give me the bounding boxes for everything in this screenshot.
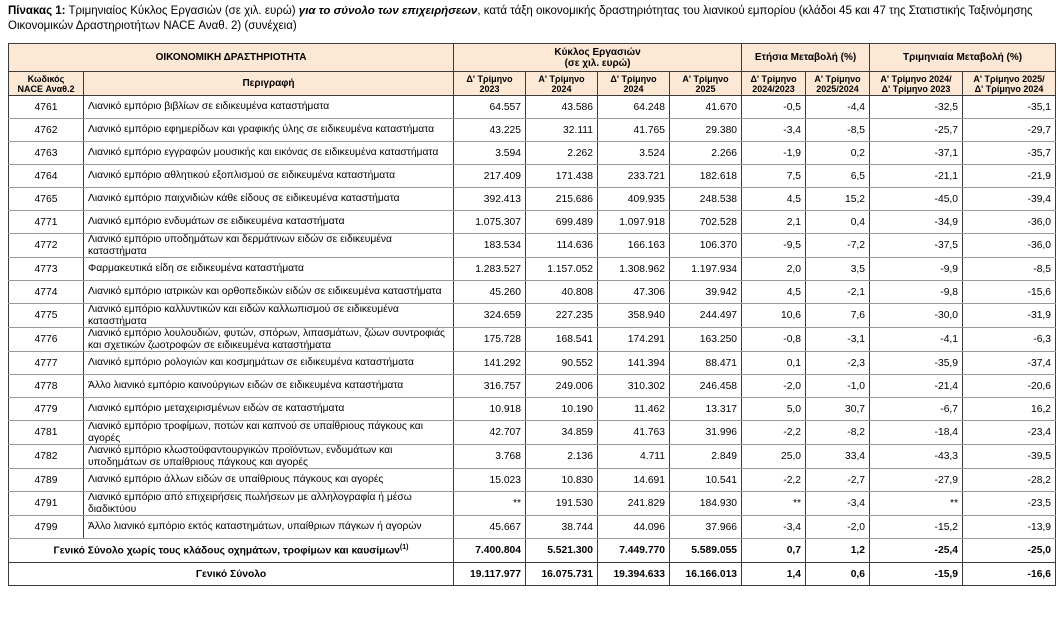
- value-cell: -2,7: [806, 469, 870, 492]
- value-cell: 409.935: [598, 188, 670, 211]
- value-cell: 34.859: [526, 421, 598, 445]
- value-cell: 182.618: [670, 165, 742, 188]
- value-cell: 174.291: [598, 328, 670, 352]
- value-cell: 41.763: [598, 421, 670, 445]
- footnote-marker: (1): [399, 544, 409, 552]
- description-cell: Άλλο λιανικό εμπόριο εκτός καταστημάτων, υπαίθριων πάγκων ή αγορών: [84, 516, 454, 539]
- description-cell: Λιανικό εμπόριο άλλων ειδών σε υπαίθριους πάγκους και αγορές: [84, 469, 454, 492]
- value-cell: -1,9: [742, 142, 806, 165]
- value-cell: -3,1: [806, 328, 870, 352]
- col-q1-2024-header: [526, 72, 598, 96]
- value-cell: 43.225: [454, 119, 526, 142]
- value-cell: 4,5: [742, 281, 806, 304]
- value-cell: 11.462: [598, 398, 670, 421]
- nace-code-cell: 4789: [9, 469, 84, 492]
- subtotal-row: [9, 539, 1056, 563]
- value-cell: 10.190: [526, 398, 598, 421]
- value-cell: 45.260: [454, 281, 526, 304]
- table-row: [9, 281, 1056, 304]
- col-header-line2: Δ' Τρίμηνο 2024: [974, 83, 1044, 94]
- description-cell: Λιανικό εμπόριο από επιχειρήσεις πωλήσεων με αλληλογραφία ή μέσω διαδικτύου: [84, 492, 454, 516]
- value-cell: 233.721: [598, 165, 670, 188]
- value-cell: 10.541: [670, 469, 742, 492]
- value-cell: 25,0: [742, 445, 806, 469]
- table-row: [9, 445, 1056, 469]
- col-annual-q4-header: [742, 72, 806, 96]
- value-cell: 37.966: [670, 516, 742, 539]
- group-annual-header: Ετήσια Μεταβολή (%): [742, 44, 870, 72]
- nace-code-cell: 4763: [9, 142, 84, 165]
- value-cell: 175.728: [454, 328, 526, 352]
- col-header-line2: Δ' Τρίμηνο 2023: [881, 83, 951, 94]
- group-quarterly-header: Τριμηνιαία Μεταβολή (%): [870, 44, 1056, 72]
- value-cell: 215.686: [526, 188, 598, 211]
- total-value: -15,9: [870, 563, 963, 586]
- value-cell: 7,6: [806, 304, 870, 328]
- table-row: [9, 516, 1056, 539]
- value-cell: 191.530: [526, 492, 598, 516]
- value-cell: 41.670: [670, 96, 742, 119]
- value-cell: 1.157.052: [526, 258, 598, 281]
- value-cell: 166.163: [598, 234, 670, 258]
- value-cell: 42.707: [454, 421, 526, 445]
- value-cell: -2,1: [806, 281, 870, 304]
- value-cell: 30,7: [806, 398, 870, 421]
- table-caption: [8, 4, 1058, 34]
- value-cell: 4,5: [742, 188, 806, 211]
- total-value: 1,4: [742, 563, 806, 586]
- value-cell: 244.497: [670, 304, 742, 328]
- description-cell: Λιανικό εμπόριο εφημερίδων και γραφικής ύλης σε ειδικευμένα καταστήματα: [84, 119, 454, 142]
- total-value: 0,6: [806, 563, 870, 586]
- subtotal-value: -25,0: [963, 539, 1056, 563]
- subtotal-label-cell: [9, 539, 454, 563]
- nace-code-cell: 4772: [9, 234, 84, 258]
- value-cell: 2.262: [526, 142, 598, 165]
- value-cell: 64.557: [454, 96, 526, 119]
- value-cell: -0,5: [742, 96, 806, 119]
- total-row: [9, 563, 1056, 586]
- total-value: 16.166.013: [670, 563, 742, 586]
- value-cell: -8,5: [806, 119, 870, 142]
- value-cell: -35,9: [870, 352, 963, 375]
- value-cell: -3,4: [742, 516, 806, 539]
- group-activity-header: ΟΙΚΟΝΟΜΙΚΗ ΔΡΑΣΤΗΡΙΟΤΗΤΑ: [9, 44, 454, 72]
- value-cell: 10.918: [454, 398, 526, 421]
- header-group-row: [9, 44, 1056, 72]
- table-row: [9, 492, 1056, 516]
- value-cell: 38.744: [526, 516, 598, 539]
- value-cell: -25,7: [870, 119, 963, 142]
- value-cell: 141.292: [454, 352, 526, 375]
- col-quarterly-2024-header: [870, 72, 963, 96]
- col-header-line1: Α' Τρίμηνο: [682, 73, 729, 84]
- value-cell: **: [454, 492, 526, 516]
- nace-code-cell: 4791: [9, 492, 84, 516]
- nace-code-cell: 4774: [9, 281, 84, 304]
- value-cell: 1.097.918: [598, 211, 670, 234]
- group-turnover-line2: (σε χιλ. ευρώ): [564, 57, 631, 69]
- nace-code-cell: 4779: [9, 398, 84, 421]
- turnover-table: [8, 43, 1056, 586]
- description-cell: Λιανικό εμπόριο βιβλίων σε ειδικευμένα καταστήματα: [84, 96, 454, 119]
- value-cell: 241.829: [598, 492, 670, 516]
- value-cell: -2,0: [806, 516, 870, 539]
- value-cell: -29,7: [963, 119, 1056, 142]
- nace-code-cell: 4762: [9, 119, 84, 142]
- value-cell: 40.808: [526, 281, 598, 304]
- value-cell: 2.849: [670, 445, 742, 469]
- value-cell: 246.458: [670, 375, 742, 398]
- col-header-line2: 2025: [695, 83, 716, 94]
- description-cell: Λιανικό εμπόριο λουλουδιών, φυτών, σπόρων, λιπασμάτων, ζώων συντροφιάς και σχετικών ζωοτροφών σε ειδικευμένα καταστήματα: [84, 328, 454, 352]
- value-cell: **: [870, 492, 963, 516]
- value-cell: 171.438: [526, 165, 598, 188]
- col-annual-q1-header: [806, 72, 870, 96]
- value-cell: -32,5: [870, 96, 963, 119]
- col-header-line1: Δ' Τρίμηνο: [610, 73, 657, 84]
- value-cell: 10,6: [742, 304, 806, 328]
- table-row: [9, 328, 1056, 352]
- description-cell: Λιανικό εμπόριο καλλυντικών και ειδών καλλωπισμού σε ειδικευμένα καταστήματα: [84, 304, 454, 328]
- table-row: [9, 421, 1056, 445]
- group-turnover-header: [454, 44, 742, 72]
- value-cell: 88.471: [670, 352, 742, 375]
- value-cell: 43.586: [526, 96, 598, 119]
- value-cell: -20,6: [963, 375, 1056, 398]
- value-cell: -37,4: [963, 352, 1056, 375]
- value-cell: 64.248: [598, 96, 670, 119]
- value-cell: 699.489: [526, 211, 598, 234]
- value-cell: 324.659: [454, 304, 526, 328]
- value-cell: 45.667: [454, 516, 526, 539]
- code-header-line2: NACE Αναθ.2: [17, 83, 75, 94]
- value-cell: 217.409: [454, 165, 526, 188]
- value-cell: -21,9: [963, 165, 1056, 188]
- table-row: [9, 142, 1056, 165]
- description-cell: Λιανικό εμπόριο ρολογιών και κοσμημάτων σε ειδικευμένα καταστήματα: [84, 352, 454, 375]
- value-cell: -2,0: [742, 375, 806, 398]
- value-cell: 2.266: [670, 142, 742, 165]
- group-turnover-line1: Κύκλος Εργασιών: [554, 46, 641, 58]
- value-cell: -6,7: [870, 398, 963, 421]
- table-row: [9, 211, 1056, 234]
- value-cell: -39,5: [963, 445, 1056, 469]
- description-cell: Λιανικό εμπόριο ιατρικών και ορθοπεδικών ειδών σε ειδικευμένα καταστήματα: [84, 281, 454, 304]
- value-cell: 29.380: [670, 119, 742, 142]
- col-header-line1: Α' Τρίμηνο 2024/: [880, 73, 952, 84]
- description-cell: Λιανικό εμπόριο εγγραφών μουσικής και εικόνας σε ειδικευμένα καταστήματα: [84, 142, 454, 165]
- value-cell: 3.594: [454, 142, 526, 165]
- value-cell: 90.552: [526, 352, 598, 375]
- value-cell: 106.370: [670, 234, 742, 258]
- value-cell: -15,2: [870, 516, 963, 539]
- caption-text-2: , κατά τάξη οικονομικής δραστηριότητας του λιανικού εμπορίου (κλάδοι 45 και 47 της Στατιστικής Ταξινόμησης Οικονομικών Δραστηριοτήτων NACE Αναθ. 2) (συνέχεια): [8, 5, 1033, 32]
- value-cell: 31.996: [670, 421, 742, 445]
- table-row: [9, 96, 1056, 119]
- value-cell: 2,1: [742, 211, 806, 234]
- col-header-line1: Α' Τρίμηνο 2025/: [973, 73, 1045, 84]
- value-cell: 6,5: [806, 165, 870, 188]
- description-cell: Λιανικό εμπόριο τροφίμων, ποτών και καπνού σε υπαίθριους πάγκους και αγορές: [84, 421, 454, 445]
- value-cell: 15,2: [806, 188, 870, 211]
- value-cell: 32.111: [526, 119, 598, 142]
- value-cell: -15,6: [963, 281, 1056, 304]
- col-q4-2023-header: [454, 72, 526, 96]
- value-cell: 1.308.962: [598, 258, 670, 281]
- description-cell: Φαρμακευτικά είδη σε ειδικευμένα καταστήματα: [84, 258, 454, 281]
- col-header-line2: 2025/2024: [816, 83, 859, 94]
- value-cell: -23,5: [963, 492, 1056, 516]
- value-cell: -9,5: [742, 234, 806, 258]
- value-cell: 227.235: [526, 304, 598, 328]
- value-cell: -3,4: [806, 492, 870, 516]
- total-value: 19.394.633: [598, 563, 670, 586]
- value-cell: 0,4: [806, 211, 870, 234]
- caption-text-1: Τριμηνιαίος Κύκλος Εργασιών (σε χιλ. ευρώ): [65, 5, 299, 17]
- caption-emphasis: για το σύνολο των επιχειρήσεων: [298, 5, 478, 17]
- value-cell: -9,8: [870, 281, 963, 304]
- value-cell: -2,2: [742, 421, 806, 445]
- col-q1-2025-header: [670, 72, 742, 96]
- value-cell: -21,4: [870, 375, 963, 398]
- value-cell: -23,4: [963, 421, 1056, 445]
- total-value: 16.075.731: [526, 563, 598, 586]
- value-cell: 702.528: [670, 211, 742, 234]
- value-cell: -4,1: [870, 328, 963, 352]
- description-cell: Λιανικό εμπόριο παιχνιδιών κάθε είδους σε ειδικευμένα καταστήματα: [84, 188, 454, 211]
- table-row: [9, 258, 1056, 281]
- nace-code-cell: 4799: [9, 516, 84, 539]
- value-cell: 3.768: [454, 445, 526, 469]
- value-cell: 41.765: [598, 119, 670, 142]
- nace-code-cell: 4778: [9, 375, 84, 398]
- subtotal-value: 7.400.804: [454, 539, 526, 563]
- value-cell: 33,4: [806, 445, 870, 469]
- subtotal-value: 1,2: [806, 539, 870, 563]
- description-cell: Λιανικό εμπόριο μεταχειρισμένων ειδών σε καταστήματα: [84, 398, 454, 421]
- value-cell: -1,0: [806, 375, 870, 398]
- value-cell: -18,4: [870, 421, 963, 445]
- value-cell: 168.541: [526, 328, 598, 352]
- table-row: [9, 234, 1056, 258]
- value-cell: -36,0: [963, 211, 1056, 234]
- caption-label: Πίνακας 1:: [8, 5, 66, 17]
- value-cell: 0,1: [742, 352, 806, 375]
- value-cell: -36,0: [963, 234, 1056, 258]
- value-cell: 2,0: [742, 258, 806, 281]
- nace-code-cell: 4776: [9, 328, 84, 352]
- value-cell: 249.006: [526, 375, 598, 398]
- nace-code-cell: 4777: [9, 352, 84, 375]
- value-cell: -35,1: [963, 96, 1056, 119]
- col-header-line1: Δ' Τρίμηνο: [466, 73, 513, 84]
- value-cell: 1.075.307: [454, 211, 526, 234]
- description-cell: Λιανικό εμπόριο αθλητικού εξοπλισμού σε ειδικευμένα καταστήματα: [84, 165, 454, 188]
- subtotal-value: 7.449.770: [598, 539, 670, 563]
- value-cell: 316.757: [454, 375, 526, 398]
- nace-code-cell: 4761: [9, 96, 84, 119]
- header-column-row: [9, 72, 1056, 96]
- value-cell: -39,4: [963, 188, 1056, 211]
- value-cell: 184.930: [670, 492, 742, 516]
- total-value: 19.117.977: [454, 563, 526, 586]
- value-cell: -37,5: [870, 234, 963, 258]
- value-cell: 3,5: [806, 258, 870, 281]
- value-cell: 39.942: [670, 281, 742, 304]
- nace-code-cell: 4775: [9, 304, 84, 328]
- description-cell: Άλλο λιανικό εμπόριο καινούργιων ειδών σε ειδικευμένα καταστήματα: [84, 375, 454, 398]
- table-row: [9, 398, 1056, 421]
- col-header-line2: 2023: [479, 83, 500, 94]
- value-cell: 4.711: [598, 445, 670, 469]
- value-cell: 114.636: [526, 234, 598, 258]
- subtotal-value: 5.589.055: [670, 539, 742, 563]
- value-cell: -2,2: [742, 469, 806, 492]
- value-cell: -37,1: [870, 142, 963, 165]
- value-cell: 1.283.527: [454, 258, 526, 281]
- value-cell: 141.394: [598, 352, 670, 375]
- value-cell: -45,0: [870, 188, 963, 211]
- nace-code-cell: 4782: [9, 445, 84, 469]
- value-cell: **: [742, 492, 806, 516]
- subtotal-value: -25,4: [870, 539, 963, 563]
- value-cell: 2.136: [526, 445, 598, 469]
- value-cell: 5,0: [742, 398, 806, 421]
- col-header-line2: 2024: [551, 83, 572, 94]
- col-header-line1: Δ' Τρίμηνο: [750, 73, 797, 84]
- subtotal-value: 5.521.300: [526, 539, 598, 563]
- value-cell: 14.691: [598, 469, 670, 492]
- value-cell: 15.023: [454, 469, 526, 492]
- table-row: [9, 352, 1056, 375]
- col-header-line2: 2024/2023: [752, 83, 795, 94]
- value-cell: 13.317: [670, 398, 742, 421]
- value-cell: -0,8: [742, 328, 806, 352]
- col-header-line1: Α' Τρίμηνο: [814, 73, 861, 84]
- value-cell: 47.306: [598, 281, 670, 304]
- description-cell: Λιανικό εμπόριο ενδυμάτων σε ειδικευμένα καταστήματα: [84, 211, 454, 234]
- value-cell: -35,7: [963, 142, 1056, 165]
- value-cell: 248.538: [670, 188, 742, 211]
- nace-code-cell: 4765: [9, 188, 84, 211]
- value-cell: -31,9: [963, 304, 1056, 328]
- nace-code-cell: 4771: [9, 211, 84, 234]
- code-header-line1: Κωδικός: [27, 73, 65, 84]
- value-cell: 0,2: [806, 142, 870, 165]
- subtotal-label: Γενικό Σύνολο χωρίς τους κλάδους οχημάτων, τροφίμων και καυσίμων: [53, 545, 400, 557]
- value-cell: -13,9: [963, 516, 1056, 539]
- value-cell: -4,4: [806, 96, 870, 119]
- description-cell: Λιανικό εμπόριο υποδημάτων και δερμάτινων ειδών σε ειδικευμένα καταστήματα: [84, 234, 454, 258]
- value-cell: -27,9: [870, 469, 963, 492]
- value-cell: -3,4: [742, 119, 806, 142]
- value-cell: -8,5: [963, 258, 1056, 281]
- col-q4-2024-header: [598, 72, 670, 96]
- nace-code-cell: 4781: [9, 421, 84, 445]
- value-cell: -43,3: [870, 445, 963, 469]
- value-cell: 1.197.934: [670, 258, 742, 281]
- value-cell: 10.830: [526, 469, 598, 492]
- value-cell: -7,2: [806, 234, 870, 258]
- value-cell: -34,9: [870, 211, 963, 234]
- value-cell: 44.096: [598, 516, 670, 539]
- value-cell: -28,2: [963, 469, 1056, 492]
- table-body: [9, 96, 1056, 539]
- nace-code-cell: 4764: [9, 165, 84, 188]
- nace-code-cell: 4773: [9, 258, 84, 281]
- value-cell: 3.524: [598, 142, 670, 165]
- value-cell: -6,3: [963, 328, 1056, 352]
- value-cell: -21,1: [870, 165, 963, 188]
- value-cell: 358.940: [598, 304, 670, 328]
- subtotal-value: 0,7: [742, 539, 806, 563]
- table-row: [9, 304, 1056, 328]
- total-value: -16,6: [963, 563, 1056, 586]
- value-cell: -9,9: [870, 258, 963, 281]
- col-header-line2: 2024: [623, 83, 644, 94]
- value-cell: -2,3: [806, 352, 870, 375]
- table-row: [9, 469, 1056, 492]
- table-row: [9, 119, 1056, 142]
- description-column-header: Περιγραφή: [84, 72, 454, 96]
- col-quarterly-2025-header: [963, 72, 1056, 96]
- total-label: Γενικό Σύνολο: [9, 563, 454, 586]
- col-header-line1: Α' Τρίμηνο: [538, 73, 585, 84]
- value-cell: -30,0: [870, 304, 963, 328]
- table-row: [9, 188, 1056, 211]
- value-cell: 16,2: [963, 398, 1056, 421]
- code-column-header: [9, 72, 84, 96]
- value-cell: 392.413: [454, 188, 526, 211]
- value-cell: 163.250: [670, 328, 742, 352]
- value-cell: -8,2: [806, 421, 870, 445]
- value-cell: 183.534: [454, 234, 526, 258]
- description-cell: Λιανικό εμπόριο κλωστοϋφαντουργικών προϊόντων, ενδυμάτων και υποδημάτων σε υπαίθριους πάγκους και αγορές: [84, 445, 454, 469]
- table-row: [9, 165, 1056, 188]
- value-cell: 310.302: [598, 375, 670, 398]
- value-cell: 7,5: [742, 165, 806, 188]
- table-row: [9, 375, 1056, 398]
